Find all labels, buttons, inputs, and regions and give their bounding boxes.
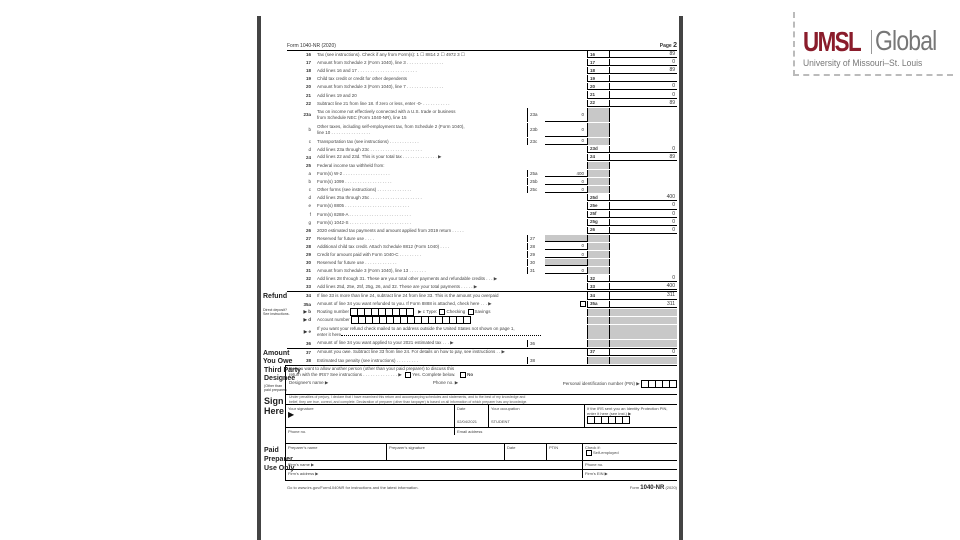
- designee-phone-field[interactable]: Phone no. ▶: [432, 380, 459, 386]
- preparer-date-field[interactable]: Date: [504, 444, 546, 460]
- line-25d-value[interactable]: 400: [609, 194, 677, 201]
- your-signature-field[interactable]: Your signature ▶: [288, 406, 314, 420]
- line-25c: c Other forms (see instructions) . . . . . . . . . . . . . . 25c 0: [287, 186, 677, 194]
- line-32: 32 Add lines 28 through 31. These are your total other payments and refundable credits . . . ▶ 32 0: [305, 275, 675, 282]
- line-25d: d Add lines 25a through 25c . . . . . . . . . . . . . . . . . . . . . 25d 400: [308, 194, 675, 201]
- line-19-value[interactable]: [609, 75, 677, 82]
- form-footer: [287, 483, 677, 491]
- sign-here-title: Sign Here: [264, 396, 285, 417]
- line-20-value[interactable]: 0: [609, 83, 677, 90]
- designee-no-checkbox[interactable]: [460, 372, 466, 378]
- paid-preparer-section: [264, 443, 677, 481]
- logo-product: Global: [875, 25, 937, 56]
- line-25c-value[interactable]: 0: [545, 186, 587, 193]
- ip-pin-field[interactable]: If the IRS sent you an Identity Protection PIN, enter it here (see inst.) ▶: [584, 405, 677, 427]
- line-26-value[interactable]: 0: [609, 227, 677, 234]
- line-23b: b Other taxes, including self-employment tax, from Schedule 2 (Form 1040), line 10 . . . . . . . . . . . . . . . . 23b 0: [287, 123, 677, 138]
- line-35a-value[interactable]: 311: [609, 301, 677, 308]
- third-party-title: Third Party Designee: [264, 367, 301, 383]
- form-1040nr-page2: [263, 40, 677, 492]
- line-33-value[interactable]: 400: [609, 283, 677, 290]
- line-35a: 35a Amount of line 34 you want refunded to you. If Form 8888 is attached, check here . . . ▶ 35a 311: [303, 300, 675, 307]
- line-21: 21 Add lines 19 and 20 21 0: [305, 91, 675, 98]
- direct-deposit-note: Direct deposit? See instructions.: [263, 308, 290, 317]
- occupation-field[interactable]: Your occupation STUDENT: [488, 405, 584, 427]
- email-field[interactable]: Email address: [454, 428, 677, 435]
- sign-here-section: Sign Here Under penalties of perjury, I declare that I have examined this return and accompanying schedules and statements, and to the best of my knowledge and belief, they are true, correct, and complete. Declaration of preparer (other than taxpayer) is based on all information of which preparer has any knowledge. Your signature ▶ Date 02/04/2021 Your occupation STUDENT If the IRS sent you an Identity Protection PIN, enter it here (see inst.) ▶ Phone no. Email address: [285, 394, 677, 443]
- line-22: 22 Subtract line 21 from line 18. If zero or less, enter -0- . . . . . . . . . . . 22 89: [305, 99, 675, 106]
- line-32-value[interactable]: 0: [609, 275, 677, 282]
- amount-owe-title: Amount You Owe: [263, 349, 293, 365]
- firm-address-field[interactable]: Firm's address ▶: [288, 471, 319, 477]
- line-34-value[interactable]: 311: [609, 292, 677, 299]
- line-33: 33 Add lines 25d, 25e, 25f, 25g, 26, and 32. These are your total payments . . . . . ▶ 33 400: [305, 283, 675, 290]
- form-id: Form 1040-NR (2020): [629, 485, 677, 492]
- line-23c: c Transportation tax (see instructions) . . . . . . . . . . . . 23c 0: [287, 138, 677, 146]
- line-28-value[interactable]: 0: [545, 243, 587, 250]
- line-35e: ▶ e If you want your refund check mailed to an address outside the United States not shown on page 1, enter it here: [287, 325, 677, 340]
- line-19: 19 Child tax credit or credit for other dependents 19: [287, 75, 677, 83]
- line-31-value[interactable]: 0: [545, 267, 587, 274]
- firm-phone-field[interactable]: Phone no.: [582, 461, 677, 469]
- account-number-field[interactable]: [351, 316, 471, 324]
- line-23a: 23a Tax on income not effectively connected with a U.S. trade or business from Schedule NEC (Form 1040-NR), line 15 23a 0: [287, 108, 677, 123]
- routing-number-field[interactable]: [350, 308, 414, 316]
- line-16: 16 Tax (see instructions). Check if any from Form(s): 1 ☐ 8814 2 ☐ 4972 3 ☐ 16 89: [305, 51, 675, 58]
- savings-checkbox[interactable]: [468, 309, 474, 315]
- self-employed-check[interactable]: Check if: Self-employed: [582, 444, 677, 460]
- line-36-value[interactable]: [545, 340, 587, 347]
- line-27: 27 Reserved for future use . . . . 27: [287, 235, 677, 243]
- checking-checkbox[interactable]: [439, 309, 445, 315]
- line-24: 24 Add lines 22 and 23d. This is your total tax . . . . . . . . . . . . . . ▶ 24 89: [305, 153, 675, 160]
- foreign-address-field[interactable]: [341, 335, 541, 336]
- paid-preparer-title: Paid Preparer Use Only: [264, 447, 295, 473]
- designee-name-field[interactable]: Designee's name ▶: [289, 380, 329, 386]
- line-17-value[interactable]: 0: [609, 59, 677, 66]
- line-21-value[interactable]: 0: [609, 91, 677, 98]
- line-31: 31 Amount from Schedule 3 (Form 1040), line 13 . . . . . . . 31 0: [287, 267, 677, 275]
- amount-owe-section: [263, 348, 677, 365]
- line-23c-value[interactable]: 0: [545, 138, 587, 145]
- line-38-value[interactable]: [545, 357, 587, 364]
- line-37: 37 Amount you owe. Subtract line 33 from line 24. For details on how to pay, see instructions . . ▶ 37 0: [305, 348, 675, 355]
- line-25f-value[interactable]: 0: [609, 211, 677, 218]
- logo-subtitle: University of Missouri–St. Louis: [803, 58, 923, 68]
- line-30: 30 Reserved for future use . . . . . . . . . . . . . 30: [287, 259, 677, 267]
- firm-name-field[interactable]: Firm's name ▶: [288, 462, 315, 468]
- refund-section: [263, 291, 677, 347]
- instructions-link[interactable]: Go to www.irs.gov/Form1040NR for instructions and the latest information.: [287, 485, 419, 491]
- firm-ein-field[interactable]: Firm's EIN ▶: [582, 470, 677, 478]
- line-25e-value[interactable]: 0: [609, 202, 677, 209]
- form-label: Form 1040-NR (2020): [287, 43, 336, 49]
- line-25e: e Form(s) 8805 . . . . . . . . . . . . . . . . . . . . . . . . . . 25e 0: [308, 202, 675, 209]
- designee-yes-checkbox[interactable]: [405, 372, 411, 378]
- logo-brand: UMSL: [803, 26, 861, 57]
- line-20: 20 Amount from Schedule 3 (Form 1040), line 7 . . . . . . . . . . . . . . . 20 0: [305, 83, 675, 90]
- preparer-signature-field[interactable]: Preparer's signature: [386, 444, 504, 460]
- line-25b: b Form(s) 1099 . . . . . . . . . . . . . . . . . . . 25b 0: [287, 178, 677, 186]
- line-25b-value[interactable]: 0: [545, 178, 587, 185]
- document-page: [257, 16, 683, 540]
- designee-pin-field[interactable]: Personal identification number (PIN) ▶: [563, 380, 677, 388]
- sign-date-field[interactable]: Date 02/04/2021: [454, 405, 488, 427]
- line-36: 36 Amount of line 34 you want applied to your 2021 estimated tax . . . ▶ 36: [287, 340, 677, 348]
- line-17: 17 Amount from Schedule 2 (Form 1040), line 3 . . . . . . . . . . . . . . . 17 0: [305, 59, 675, 66]
- line-28: 28 Additional child tax credit. Attach Schedule 8812 (Form 1040) . . . . 28 0: [287, 243, 677, 251]
- third-party-section: Third Party Designee (Other than paid preparer) Do you want to allow another person (other than your paid preparer) to discuss this return with the IRS? See instructions . . . . . . . . . . . . . . ▶ Yes. Complete below. No Designee's name ▶ Phone no. ▶ Personal identification number (PIN) ▶: [285, 365, 677, 394]
- line-23a-value[interactable]: 0: [545, 108, 587, 122]
- phone-field[interactable]: Phone no.: [288, 429, 307, 435]
- line-37-value[interactable]: 0: [609, 349, 677, 356]
- line-25g: g Form(s) 1042-S . . . . . . . . . . . . . . . . . . . . . . . . . 25g 0: [308, 218, 675, 225]
- line-25g-value[interactable]: 0: [609, 219, 677, 226]
- refund-title: Refund: [263, 293, 288, 301]
- line-23d-value[interactable]: 0: [609, 146, 677, 153]
- line-25: 25 Federal income tax withheld from:: [287, 162, 677, 170]
- line-38: 38 Estimated tax penalty (see instructions) . . . . . . . . . 38: [287, 357, 677, 365]
- line-25f: f Form(s) 8288-A . . . . . . . . . . . . . . . . . . . . . . . . . 25f 0: [309, 210, 675, 217]
- form-header: [287, 40, 677, 51]
- line-35d: ▶ d Account number: [287, 317, 677, 325]
- line-29-value[interactable]: 0: [545, 251, 587, 258]
- line-23b-value[interactable]: 0: [545, 123, 587, 137]
- line-25a: a Form(s) W-2 . . . . . . . . . . . . . . . . . . . 25a 400: [287, 170, 677, 178]
- line-22-value[interactable]: 89: [609, 100, 677, 107]
- line-24-value[interactable]: 89: [609, 154, 677, 161]
- line-18: 18 Add lines 16 and 17 . . . . . . . . . . . . . . . . . . . . . . . . 18 89: [305, 67, 675, 74]
- preparer-name-field[interactable]: Preparer's name: [288, 445, 318, 451]
- ptin-field[interactable]: PTIN: [546, 444, 582, 460]
- line-35b: ▶ b Routing number ▶ c Type: Checking Savings: [287, 309, 677, 317]
- line-23d: d Add lines 23a through 23c . . . . . . . . . . . . . . . . . . . . . 23d 0: [308, 145, 675, 152]
- line-25a-value[interactable]: 400: [545, 170, 587, 177]
- umsl-global-logo: [793, 12, 953, 76]
- page-indicator: Page 2: [659, 42, 677, 49]
- line-34: 34 If line 33 is more than line 24, subtract line 24 from line 33. This is the amount you overpaid 34 311: [305, 292, 675, 299]
- line-29: 29 Credit for amount paid with Form 1040-C . . . . . . . . . 29 0: [287, 251, 677, 259]
- form-8888-checkbox[interactable]: [580, 301, 586, 307]
- line-16-value[interactable]: 89: [609, 51, 677, 58]
- line-18-value[interactable]: 89: [609, 67, 677, 74]
- line-26: 26 2020 estimated tax payments and amount applied from 2019 return . . . . . 26 0: [305, 226, 675, 233]
